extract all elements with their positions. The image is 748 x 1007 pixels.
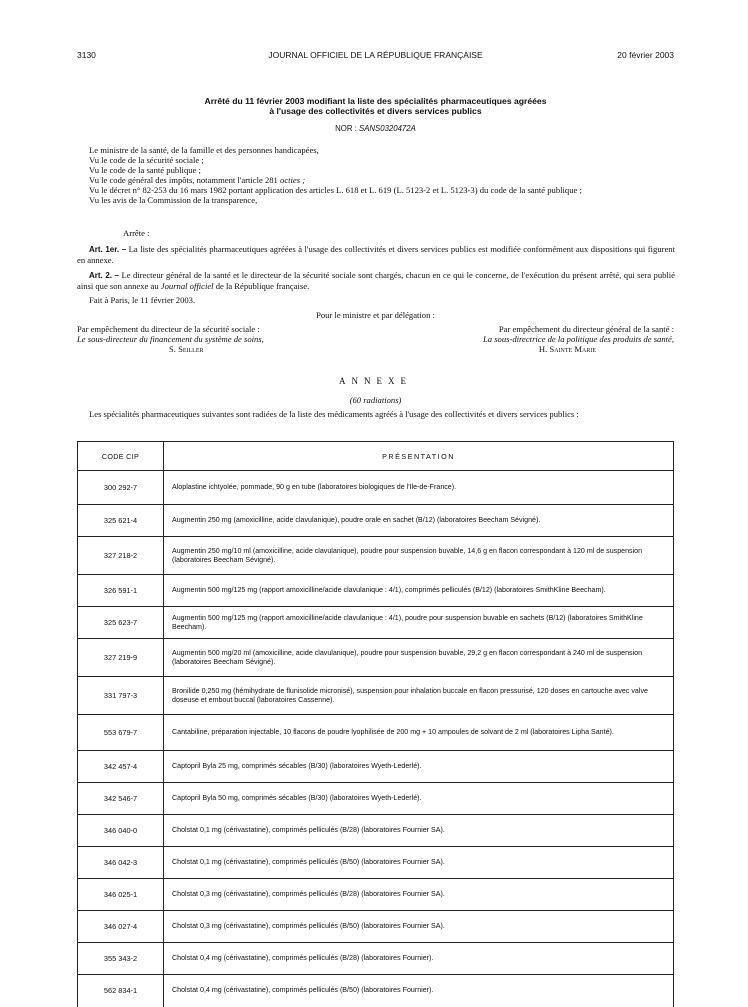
table-row <box>78 815 674 847</box>
preamble-line: Vu les avis de la Commission de la transparence, <box>89 195 258 205</box>
table-row <box>78 639 674 677</box>
article-1-label: Art. 1er. – <box>89 245 127 254</box>
signature-left-line-2: Le sous-directeur du financement du système de soins, <box>77 334 264 344</box>
table-row <box>78 847 674 879</box>
article-2-journal: Journal officiel <box>160 281 214 291</box>
radiations-table <box>77 441 674 1007</box>
article-2-text: Le directeur général de la santé et le directeur de la sécurité sociale sont chargés, chacun en ce qui le concerne, de l'exécution du présent arrêté, qui sera publié ainsi que son annexe au <box>77 270 675 291</box>
cip-code-cell: 346 040-0 <box>78 815 164 847</box>
presentation-cell: Cholstat 0,3 mg (cérivastatine), comprimés pelliculés (B/50) (laboratoires Fournier SA). <box>164 911 674 943</box>
table-header-row <box>78 442 674 471</box>
signature-left-name: S. Seiller <box>169 344 204 354</box>
cip-code-cell: 331 797-3 <box>78 677 164 715</box>
decree-title <box>77 96 674 116</box>
signature-right <box>394 324 674 354</box>
signature-left-line-1: Par empêchement du directeur de la sécurité sociale : <box>77 324 260 334</box>
presentation-cell: Captopril Byla 50 mg, comprimés sécables (B/30) (laboratoires Wyeth-Lederlé). <box>164 783 674 815</box>
cip-code-cell: 355 343-2 <box>78 943 164 975</box>
annexe-subtitle: (60 radiations) <box>349 395 402 405</box>
table-row <box>78 911 674 943</box>
column-header-presentation: PRÉSENTATION <box>164 442 674 471</box>
journal-title: JOURNAL OFFICIEL DE LA RÉPUBLIQUE FRANÇAISE <box>268 50 483 60</box>
cip-code-cell: 346 027-4 <box>78 911 164 943</box>
nor-code: SANS0320472A <box>359 124 416 133</box>
preamble-line: Le ministre de la santé, de la famille et des personnes handicapées, <box>89 145 319 155</box>
cip-code-cell: 553 679-7 <box>78 715 164 751</box>
presentation-cell: Augmentin 250 mg/10 ml (amoxicilline, acide clavulanique), poudre pour suspension buvable, 14,6 g en flacon correspondant à 120 ml de suspension (laboratoires Beecham Sévigné). <box>164 537 674 575</box>
article-2-end: de la République française. <box>215 281 310 291</box>
presentation-cell: Cholstat 0,3 mg (cérivastatine), comprimés pelliculés (B/28) (laboratoires Fournier SA). <box>164 879 674 911</box>
presentation-cell: Cholstat 0,1 mg (cérivastatine), comprimés pelliculés (B/50) (laboratoires Fournier SA). <box>164 847 674 879</box>
running-header <box>77 50 674 64</box>
signature-left <box>77 324 377 354</box>
annexe-title: ANNEXE <box>339 376 412 386</box>
delegation-line: Pour le ministre et par délégation : <box>316 310 435 320</box>
table-row <box>78 975 674 1007</box>
presentation-cell: Augmentin 500 mg/20 ml (amoxicilline, acide clavulanique), poudre pour suspension buvable, 29,2 g en flacon correspondant à 240 ml de suspension (laboratoires Beecham Sévigné). <box>164 639 674 677</box>
annexe-intro: Les spécialités pharmaceutiques suivantes sont radiées de la liste des médicaments agréés à l'usage des collectivités et divers services publics : <box>89 409 579 419</box>
table-row <box>78 715 674 751</box>
cip-code-cell: 325 623-7 <box>78 607 164 639</box>
presentation-cell: Cantabiline, préparation injectable, 10 flacons de poudre lyophilisée de 200 mg + 10 ampoules de solvant de 2 ml (laboratoires Lipha Santé). <box>164 715 674 751</box>
table-row <box>78 505 674 537</box>
article-2 <box>77 270 675 291</box>
fait-a-paris: Fait à Paris, le 11 février 2003. <box>89 295 196 305</box>
cip-code-cell: 300 292-7 <box>78 471 164 505</box>
preamble-line: Vu le code de la sécurité sociale ; <box>89 155 204 165</box>
table-row <box>78 607 674 639</box>
column-header-code-cip: CODE CIP <box>78 442 164 471</box>
presentation-cell: Aloplastine ichtyolée, pommade, 90 g en tube (laboratoires biologiques de l'Ile-de-France). <box>164 471 674 505</box>
article-2-label: Art. 2. – <box>89 271 119 280</box>
table-row <box>78 751 674 783</box>
preamble-line: Vu le code général des impôts, notamment l'article 281 octies ; <box>89 175 306 185</box>
cip-code-cell: 327 218-2 <box>78 537 164 575</box>
presentation-cell: Augmentin 500 mg/125 mg (rapport amoxicilline/acide clavulanique : 4/1), comprimés pelliculés (B/12) (laboratoires SmithKline Beecham). <box>164 575 674 607</box>
table-row <box>78 575 674 607</box>
presentation-cell: Captopril Byla 25 mg, comprimés sécables (B/30) (laboratoires Wyeth-Lederlé). <box>164 751 674 783</box>
cip-code-cell: 346 042-3 <box>78 847 164 879</box>
preamble <box>77 145 675 205</box>
decree-title-line-1: Arrêté du 11 février 2003 modifiant la liste des spécialités pharmaceutiques agréées <box>204 96 547 106</box>
presentation-cell: Cholstat 0,1 mg (cérivastatine), comprimés pelliculés (B/28) (laboratoires Fournier SA). <box>164 815 674 847</box>
cip-code-cell: 325 621-4 <box>78 505 164 537</box>
arrete-label: Arrête : <box>123 228 150 238</box>
table-row <box>78 471 674 505</box>
table-row <box>78 783 674 815</box>
nor-reference <box>77 124 674 133</box>
table-row <box>78 879 674 911</box>
cip-code-cell: 342 546-7 <box>78 783 164 815</box>
preamble-line: Vu le code de la santé publique ; <box>89 165 201 175</box>
article-1-text: La liste des spécialités pharmaceutiques agréées à l'usage des collectivités et divers services publics est modifiée conformément aux dispositions qui figurent en annexe. <box>77 244 675 265</box>
signature-right-name: H. Sainte Marie <box>538 344 596 354</box>
cip-code-cell: 342 457-4 <box>78 751 164 783</box>
nor-label: NOR : <box>335 124 357 133</box>
table-row <box>78 537 674 575</box>
cip-code-cell: 562 834-1 <box>78 975 164 1007</box>
presentation-cell: Cholstat 0,4 mg (cérivastatine), comprimés pelliculés (B/28) (laboratoires Fournier). <box>164 943 674 975</box>
cip-code-cell: 346 025-1 <box>78 879 164 911</box>
decree-title-line-2: à l'usage des collectivités et divers services publics <box>269 106 482 116</box>
article-1 <box>77 244 675 265</box>
cip-code-cell: 327 219-9 <box>78 639 164 677</box>
presentation-cell: Cholstat 0,4 mg (cérivastatine), comprimés pelliculés (B/50) (laboratoires Fournier). <box>164 975 674 1007</box>
signature-right-line-1: Par empêchement du directeur général de la santé : <box>498 324 674 334</box>
signature-right-line-2: La sous-directrice de la politique des produits de santé, <box>482 334 674 344</box>
preamble-line: Vu le décret n° 82-253 du 16 mars 1982 portant application des articles L. 618 et L. 619 (L. 5123-2 et L. 5123-3) du code de la santé publique ; <box>89 185 582 195</box>
presentation-cell: Augmentin 500 mg/125 mg (rapport amoxicilline/acide clavulanique : 4/1), poudre pour suspension buvable en sachets (B/12) (laboratoires SmithKline Beecham). <box>164 607 674 639</box>
issue-date: 20 février 2003 <box>617 50 674 60</box>
table-row <box>78 943 674 975</box>
page-number: 3130 <box>77 50 96 60</box>
cip-code-cell: 326 591-1 <box>78 575 164 607</box>
presentation-cell: Bronilide 0,250 mg (hémihydrate de flunisolide micronisé), suspension pour inhalation buccale en flacon pressurisé, 120 doses en cartouche avec valve doseuse et embout buccal (laboratoires Cassenne). <box>164 677 674 715</box>
presentation-cell: Augmentin 250 mg (amoxicilline, acide clavulanique), poudre orale en sachet (B/12) (laboratoires Beecham Sévigné). <box>164 505 674 537</box>
table-row <box>78 677 674 715</box>
